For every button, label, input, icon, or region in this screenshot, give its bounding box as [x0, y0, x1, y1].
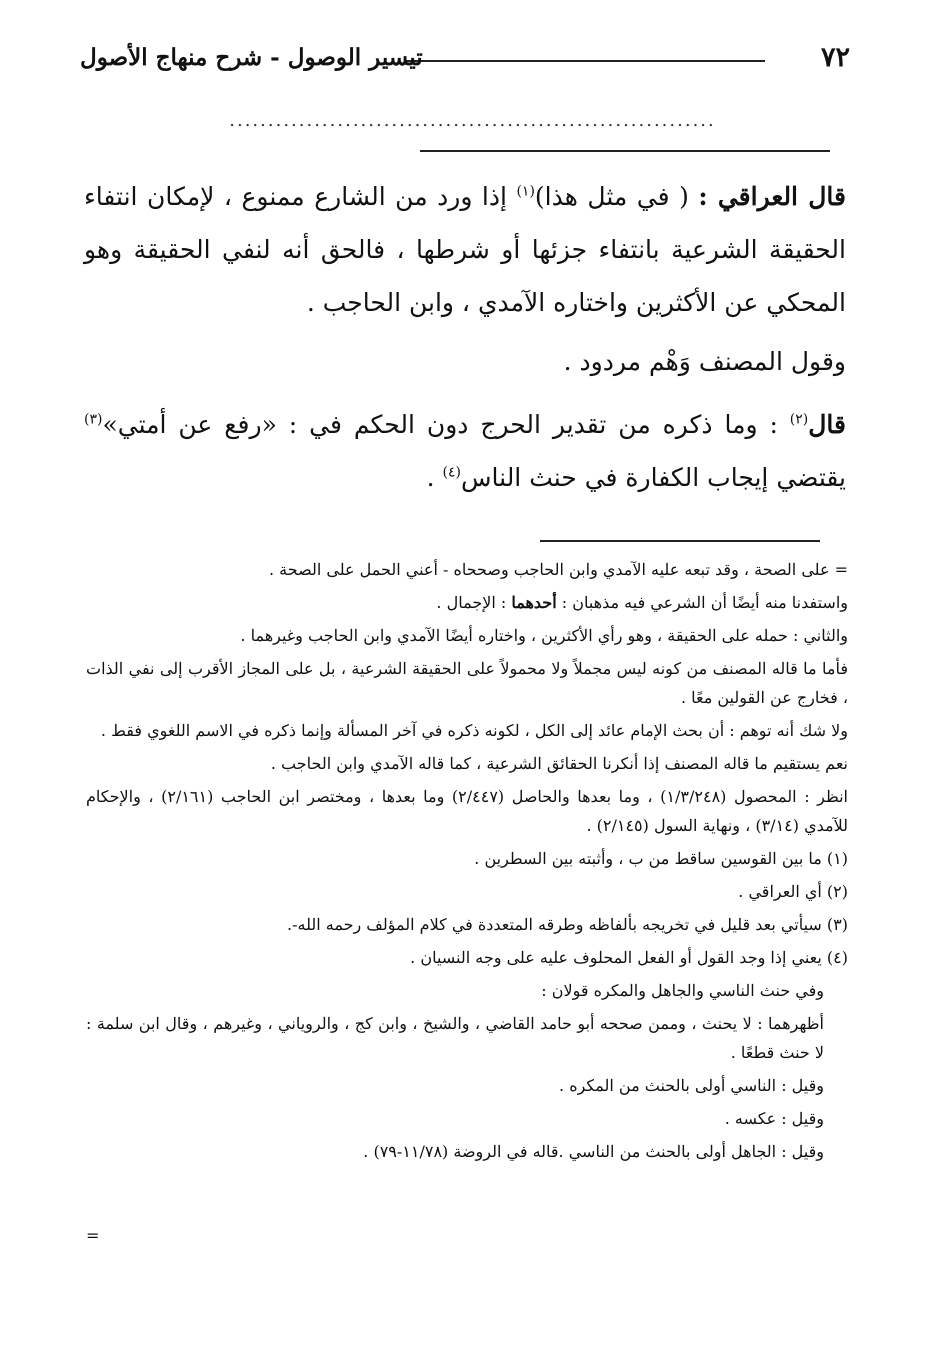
- footnote-4-line: وقيل : عكسه .: [724, 1109, 824, 1128]
- footnote-4-line: وقيل : الجاهل أولى بالحنث من الناسي .قاله في الروضة (١١/٧٨-٧٩) .: [363, 1142, 824, 1161]
- header-rule: [405, 60, 765, 62]
- footnote-continued: فأما ما قاله المصنف من كونه ليس مجملاً ولا محمولاً على الحقيقة الشرعية ، بل على المجاز الأقرب إلى نفي الذات ، فخارج عن القولين معًا .: [86, 659, 848, 707]
- paragraph-author: وقول المصنف وَهْم مردود .: [563, 347, 846, 376]
- page-header: [80, 38, 850, 78]
- footnote-continued: انظر : المحصول (١/٣/٢٤٨) ، وما بعدها والحاصل (٢/٤٤٧) وما بعدها ، ومختصر ابن الحاجب (٢/١٦١) ، والإحكام للآمدي (٣/١٤) ، ونهاية السول (٢/١٤٥) .: [86, 787, 849, 835]
- footnote-3: (٣) سيأتي بعد قليل في تخريجه بألفاظه وطرقه المتعددة في كلام المؤلف رحمه الله-.: [287, 915, 848, 934]
- footnote-ref-3[interactable]: (٣): [84, 411, 103, 428]
- footnote-4-line: أظهرهما : لا يحنث ، وممن صححه أبو حامد القاضي ، والشيخ ، وابن كج ، والروياني ، وغيرهم ، وقال ابن سلمة : لا حنث قطعًا .: [86, 1014, 824, 1062]
- footnote-1: (١) ما بين القوسين ساقط من ب ، وأثبته بين السطرين .: [474, 849, 848, 868]
- footnote-4: (٤) يعني إذا وجد القول أو الفعل المحلوف عليه على وجه النسيان .: [410, 948, 848, 967]
- footnote-2: (٢) أي العراقي .: [738, 882, 848, 901]
- footnote-continued: نعم يستقيم ما قاله المصنف إذا أنكرنا الحقائق الشرعية ، كما قاله الآمدي وابن الحاجب .: [270, 754, 848, 773]
- speaker-label: قال العراقي :: [698, 182, 846, 211]
- footnote-4-line: وفي حنث الناسي والجاهل والمكره قولان :: [541, 981, 824, 1000]
- main-text: [84, 170, 846, 510]
- paragraph-end: .: [426, 463, 435, 492]
- footnote-continued: = على الصحة ، وقد تبعه عليه الآمدي وابن الحاجب وصححاه - أعني الحمل على الصحة .: [269, 560, 848, 579]
- footnote-bold: أحدهما: [511, 593, 557, 612]
- footnote-ref-4[interactable]: (٤): [442, 464, 462, 481]
- continuation-mark: =: [86, 1226, 100, 1245]
- dotted-separator: ...............................................................: [229, 110, 716, 131]
- running-title: تيسير الوصول - شرح منهاج الأصول: [80, 44, 423, 71]
- footnote-continued: والثاني : حمله على الحقيقة ، وهو رأي الأكثرين ، واختاره أيضًا الآمدي وابن الحاجب وغيرهما .: [240, 626, 848, 645]
- footnote-4-line: وقيل : الناسي أولى بالحنث من المكره .: [559, 1076, 824, 1095]
- footnote-ref-2[interactable]: (٢): [789, 411, 809, 428]
- footnote-text: واستفدنا منه أيضًا أن الشرعي فيه مذهبان :: [561, 593, 848, 612]
- paragraph-iraqi: [84, 170, 846, 329]
- paragraph-text: يقتضي إيجاب الكفارة في حنث الناس: [461, 463, 846, 492]
- speaker-label: قال: [808, 410, 846, 439]
- footnote-rule: [540, 540, 820, 542]
- footnote-text: : الإجمال .: [436, 593, 507, 612]
- footnote-ref-1[interactable]: (١): [516, 183, 535, 200]
- paragraph-text: إذا ورد من الشارع ممنوع ، لإمكان انتفاء الحقيقة الشرعية بانتفاء جزئها أو شرطها ، فالحق أنه لنفي الحقيقة وهو المحكي عن الأكثرين واختاره الآمدي ، وابن الحاجب .: [84, 182, 846, 317]
- paragraph-qala: [84, 398, 846, 504]
- footnotes: [86, 555, 848, 1170]
- footnote-continued: [86, 588, 848, 617]
- quoted-phrase: ( في مثل هذا): [534, 182, 689, 211]
- paragraph-text: : وما ذكره من تقدير الحرج دون الحكم في : «رفع عن أمتي»: [102, 410, 778, 439]
- page-number: ٧٢: [820, 42, 850, 73]
- section-rule: [420, 150, 830, 152]
- footnote-continued: ولا شك أنه توهم : أن بحث الإمام عائد إلى الكل ، لكونه ذكره في آخر المسألة وإنما ذكره في الاسم اللغوي فقط .: [100, 721, 848, 740]
